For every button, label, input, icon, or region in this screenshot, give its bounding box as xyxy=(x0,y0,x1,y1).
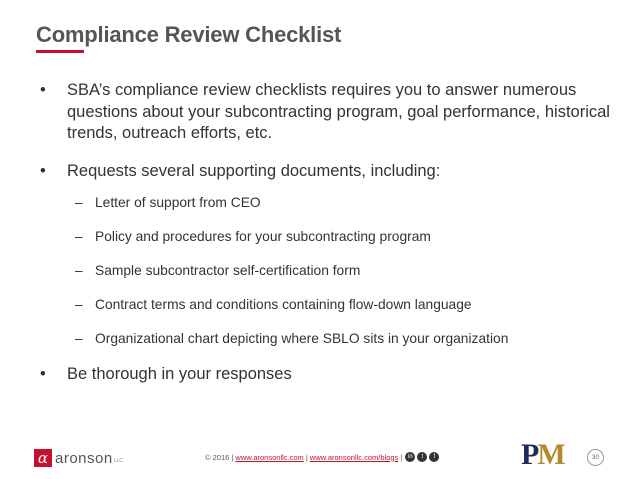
sub-bullet-item xyxy=(40,228,620,246)
bullet-item xyxy=(40,161,620,183)
bullet-text: Requests several supporting documents, including: xyxy=(67,161,441,180)
pm-logo-p: P xyxy=(521,438,538,471)
bullet-marker: • xyxy=(40,161,46,180)
bullet-marker: • xyxy=(40,81,46,99)
sub-bullet-text: Sample subcontractor self-certification form xyxy=(95,263,361,278)
page-number: 30 xyxy=(587,449,604,466)
facebook-icon[interactable]: f xyxy=(429,452,439,462)
sub-bullet-text: Letter of support from CEO xyxy=(95,195,261,210)
sub-bullet-item xyxy=(40,194,620,212)
slide-title: Compliance Review Checklist xyxy=(36,22,342,47)
pm-logo-m: M xyxy=(537,438,564,471)
sub-bullet-item xyxy=(40,330,620,348)
twitter-icon[interactable]: t xyxy=(417,452,427,462)
social-icons xyxy=(405,452,441,462)
separator: | xyxy=(305,452,308,462)
pm-logo xyxy=(521,438,564,472)
alpha-logo-icon: α xyxy=(34,449,52,467)
dash-marker: – xyxy=(75,263,83,278)
separator: | xyxy=(400,452,403,462)
sub-bullet-item xyxy=(40,296,620,314)
dash-marker: – xyxy=(75,297,83,312)
copyright-text: © 2016 | xyxy=(205,452,234,462)
dash-marker: – xyxy=(75,195,83,210)
bullet-marker: • xyxy=(40,365,46,383)
bullet-text: SBA’s compliance review checklists requires you to answer numerous questions about your subcontracting program, goal performance, historical trends, outreach efforts, etc. xyxy=(67,81,610,142)
footer-links xyxy=(205,452,441,462)
dash-marker: – xyxy=(75,229,83,244)
bullet-item xyxy=(40,80,620,145)
sub-bullet-text: Organizational chart depicting where SBLO sits in your organization xyxy=(95,331,509,346)
title-underline xyxy=(36,50,84,53)
sub-bullet-text: Policy and procedures for your subcontracting program xyxy=(95,229,431,244)
aronson-logo xyxy=(34,449,123,467)
bullet-text: Be thorough in your responses xyxy=(67,365,292,383)
linkedin-icon[interactable]: in xyxy=(405,452,415,462)
bullet-item xyxy=(40,364,620,386)
logo-suffix: LLC xyxy=(113,458,123,464)
dash-marker: – xyxy=(75,331,83,346)
logo-wordmark: aronson xyxy=(55,449,113,467)
sub-bullet-text: Contract terms and conditions containing flow-down language xyxy=(95,297,472,312)
bullet-list xyxy=(40,80,620,402)
website-link[interactable]: www.aronsonllc.com xyxy=(235,452,304,462)
blog-link[interactable]: www.aronsonllc.com/blogs xyxy=(309,452,399,462)
sub-bullet-item xyxy=(40,262,620,280)
sub-bullet-list xyxy=(40,194,620,348)
